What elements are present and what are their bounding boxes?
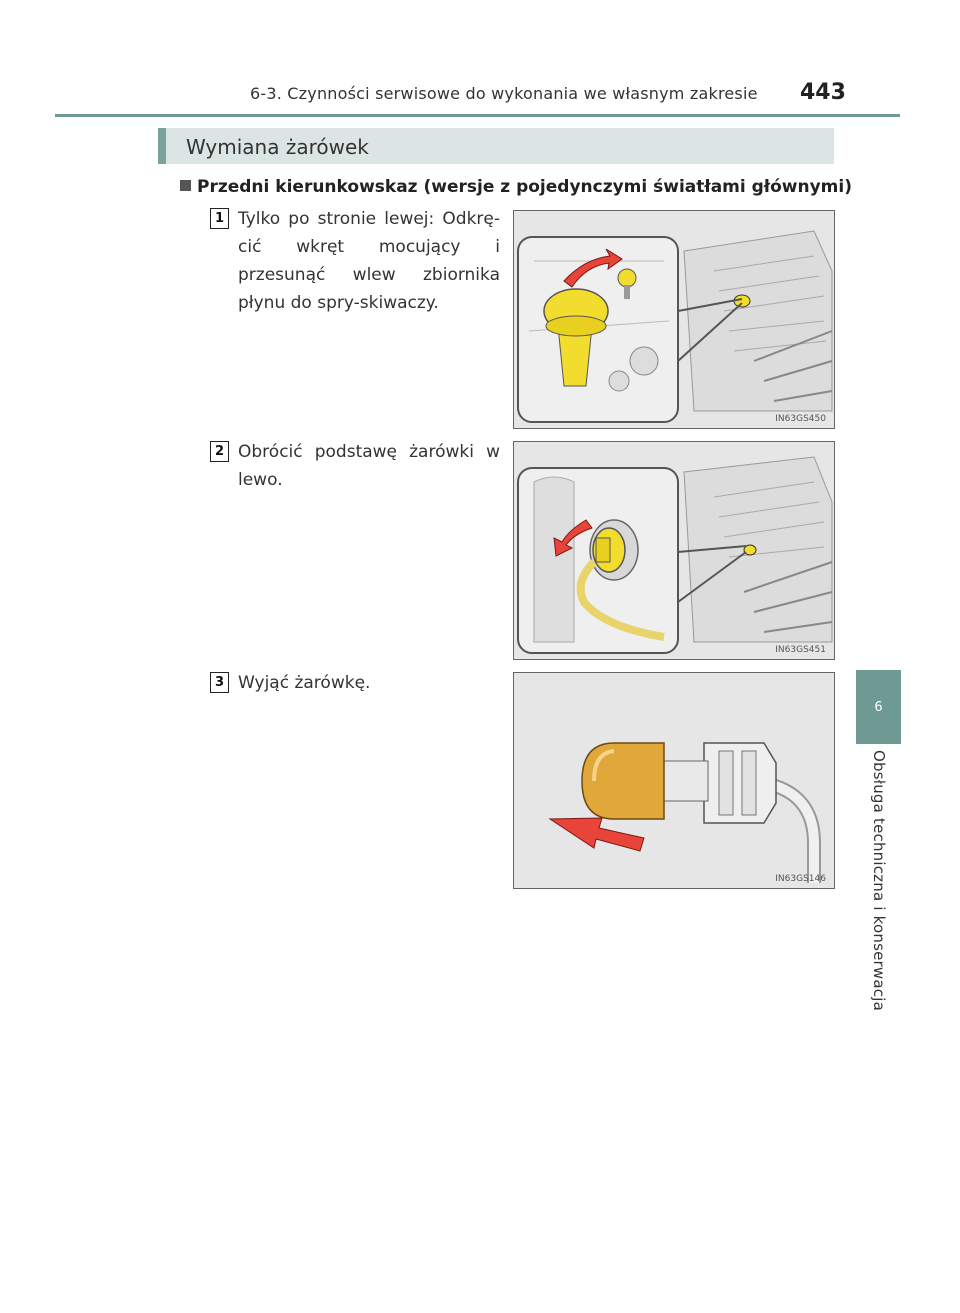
- headlight-bulb-socket-illustration: [514, 442, 834, 659]
- section-bar: [158, 128, 834, 164]
- step-number-3: 3: [210, 672, 229, 693]
- step-text-2: Obrócić podstawę żarówki w lewo.: [238, 442, 500, 490]
- running-header: 6-3. Czynności serwisowe do wykonania we własnym zakresie: [250, 84, 758, 103]
- step-number-2: 2: [210, 441, 229, 462]
- header-rule: [55, 114, 900, 117]
- figure-code-3: IN63GS146: [775, 874, 826, 884]
- step-number-1: 1: [210, 208, 229, 229]
- section-title: Wymiana żarówek: [186, 135, 369, 159]
- chapter-tab: 6: [856, 670, 901, 744]
- square-bullet-icon: [180, 180, 191, 191]
- section-bar-accent: [158, 128, 166, 164]
- subheading-text: Przedni kierunkowskaz (wersje z pojedynczymi światłami głównymi): [197, 177, 852, 197]
- engine-bay-washer-illustration: [514, 211, 834, 428]
- chapter-side-label: Obsługa techniczna i konserwacja: [870, 750, 888, 1011]
- step-text-3: Wyjąć żarówkę.: [238, 673, 371, 693]
- subheading: [180, 177, 852, 197]
- figure-step-3: [513, 672, 835, 889]
- page-number: 443: [800, 80, 846, 105]
- bulb-removal-illustration: [514, 673, 834, 888]
- figure-code-2: IN63GS451: [775, 645, 826, 655]
- figure-code-1: IN63GS450: [775, 414, 826, 424]
- figure-step-1: [513, 210, 835, 429]
- figure-step-2: [513, 441, 835, 660]
- step-text-1: Tylko po stronie lewej: Odkrę-cić wkręt mocujący i przesunąć wlew zbiornika płynu do spry-skiwaczy.: [238, 209, 500, 313]
